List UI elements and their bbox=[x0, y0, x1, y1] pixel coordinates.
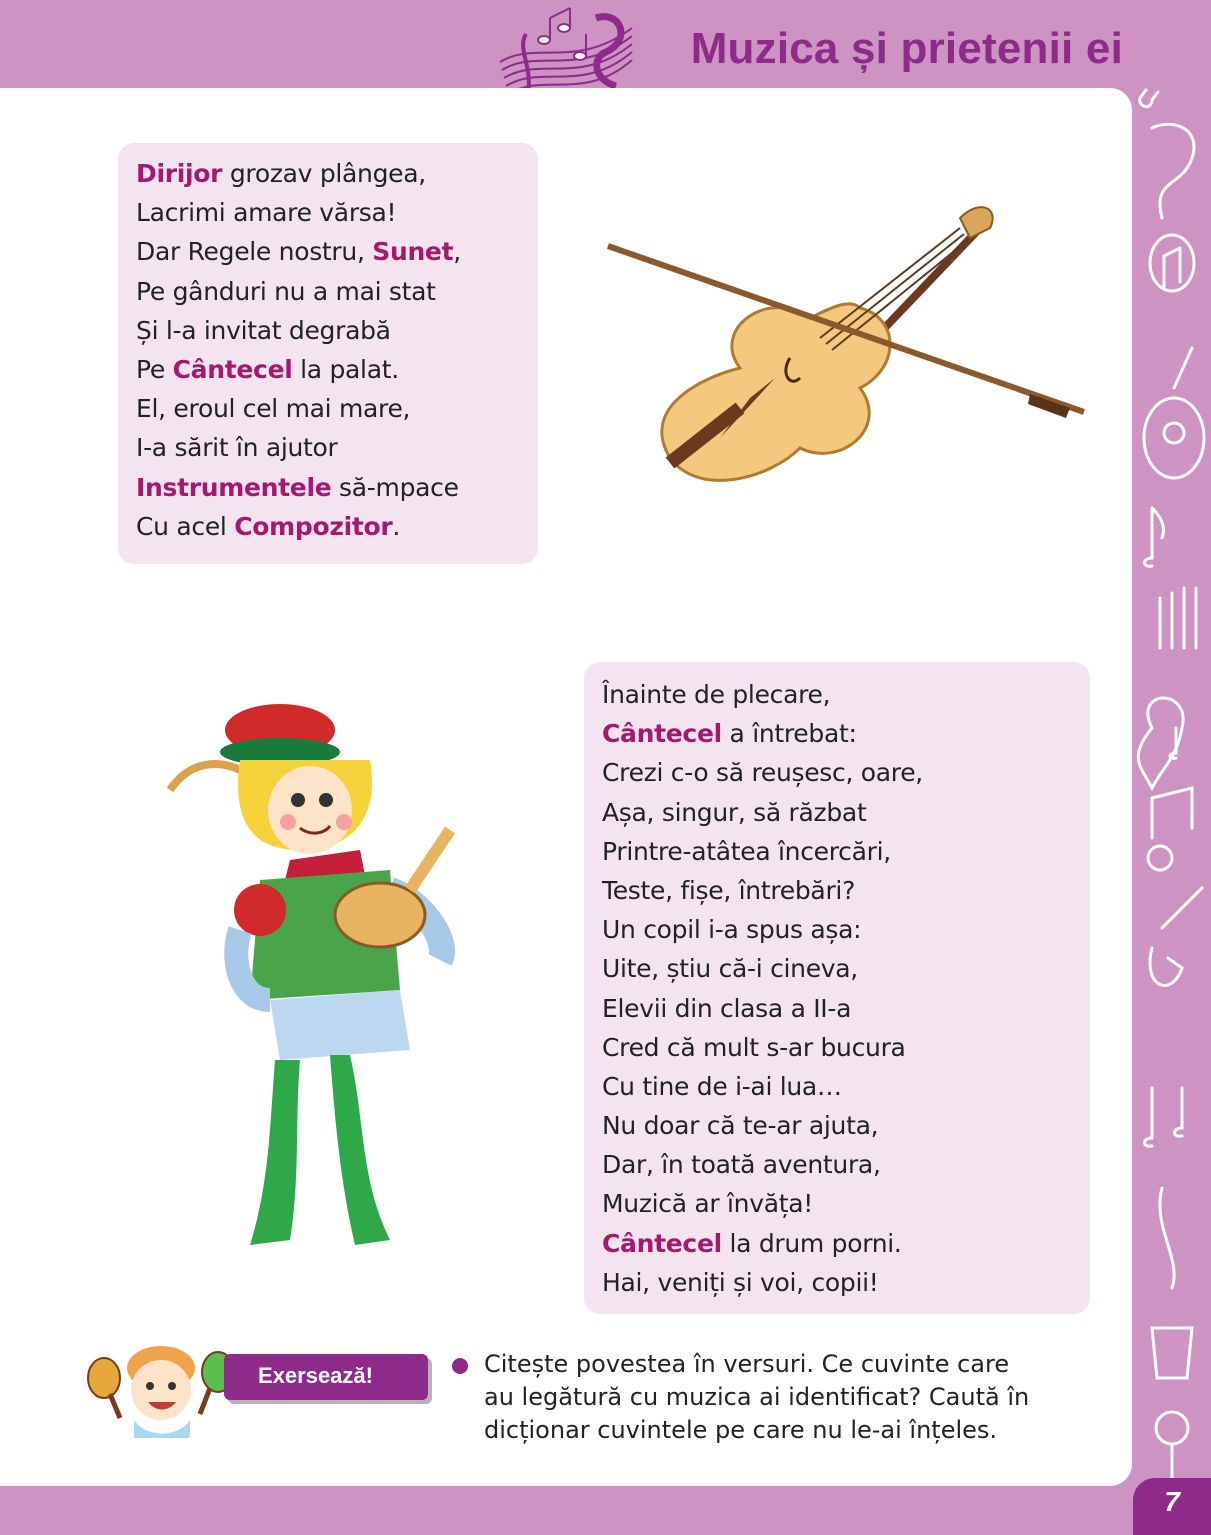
verse-text: Lacrimi amare vărsa! bbox=[136, 198, 397, 228]
keyword: Cântecel bbox=[602, 1228, 722, 1258]
verse-text: Cu acel bbox=[136, 511, 235, 541]
verse-text: Și l-a invitat degrabă bbox=[136, 315, 391, 345]
verse-line bbox=[602, 678, 923, 717]
verse-text: Cred că mult s-ar bucura bbox=[602, 1032, 906, 1062]
verse-line bbox=[602, 874, 923, 913]
verse-line bbox=[602, 952, 923, 991]
verse-text: Cu tine de i-ai lua… bbox=[602, 1071, 842, 1101]
page-title: Muzica și prietenii ei bbox=[690, 24, 1123, 73]
verse-line bbox=[602, 796, 923, 835]
verse-line bbox=[136, 314, 461, 353]
verse-text: El, eroul cel mai mare, bbox=[136, 394, 411, 424]
keyword: Instrumentele bbox=[136, 472, 332, 502]
verse-line bbox=[136, 353, 461, 392]
verse-text: Pe bbox=[136, 354, 173, 384]
verse-text: , bbox=[453, 237, 461, 267]
verse-text: Printre-atâtea încercări, bbox=[602, 836, 891, 866]
verse-text: Nu doar că te-ar ajuta, bbox=[602, 1111, 879, 1141]
verse-line bbox=[602, 1148, 923, 1187]
verse-line bbox=[136, 471, 461, 510]
verse-text: Înainte de plecare, bbox=[602, 680, 831, 709]
music-doodles-icon bbox=[1132, 88, 1211, 1488]
verse-text: Elevii din clasa a II-a bbox=[602, 993, 852, 1023]
verse-text: Hai, veniți și voi, copii! bbox=[602, 1267, 879, 1297]
keyword: Compozitor bbox=[234, 511, 393, 541]
bullet-icon bbox=[452, 1358, 468, 1374]
verse-text: Muzică ar învăța! bbox=[602, 1189, 813, 1219]
verse-line bbox=[136, 275, 461, 314]
verse-line bbox=[602, 1266, 923, 1305]
verse-line bbox=[602, 1187, 923, 1226]
verse-text: Pe gânduri nu a mai stat bbox=[136, 276, 436, 306]
verse-text: Așa, singur, să răzbat bbox=[602, 797, 867, 827]
verse-box-1 bbox=[118, 143, 538, 564]
verse-2-lines bbox=[602, 678, 923, 1305]
verse-text: la drum porni. bbox=[721, 1228, 902, 1258]
exercise-text: Citește povestea în versuri. Ce cuvinte care au legătură cu muzica ai identificat? Caută în dicționar cuvintele pe care nu le-ai înțeles. bbox=[484, 1350, 1030, 1444]
exercise-banner bbox=[224, 1354, 428, 1400]
verse-line bbox=[136, 157, 461, 196]
verse-text: Dar, în toată aventura, bbox=[602, 1150, 881, 1180]
page-number: 7 bbox=[1164, 1486, 1180, 1517]
verse-text: Dar Regele nostru, bbox=[136, 237, 373, 267]
verse-text: Crezi c-o să reușesc, oare, bbox=[602, 758, 923, 788]
verse-line bbox=[136, 392, 461, 431]
verse-text: a întrebat: bbox=[721, 719, 857, 749]
verse-line bbox=[136, 235, 461, 274]
keyword: Cântecel bbox=[172, 354, 293, 384]
verse-line bbox=[602, 756, 923, 795]
keyword: Dirijor bbox=[136, 159, 223, 188]
page-number-tab bbox=[1133, 1478, 1211, 1535]
verse-text: Teste, fișe, întrebări? bbox=[602, 875, 856, 905]
verse-line bbox=[602, 913, 923, 952]
verse-text: Un copil i-a spus așa: bbox=[602, 915, 862, 945]
troubadour-with-lute-icon bbox=[160, 700, 460, 1260]
verse-line bbox=[602, 1227, 923, 1266]
verse-line bbox=[602, 992, 923, 1031]
verse-line bbox=[602, 1070, 923, 1109]
verse-line bbox=[602, 717, 923, 756]
exercise-label: Exersează! bbox=[258, 1363, 373, 1388]
footer-band bbox=[0, 1486, 1211, 1535]
verse-line bbox=[602, 835, 923, 874]
verse-text: Uite, știu că-i cineva, bbox=[602, 954, 858, 984]
violin-with-bow-icon bbox=[600, 198, 1090, 498]
verse-text: grozav plângea, bbox=[222, 159, 426, 188]
verse-box-2 bbox=[584, 662, 1090, 1314]
verse-text: să-mpace bbox=[331, 472, 459, 502]
verse-text: la palat. bbox=[292, 354, 399, 384]
verse-1-lines bbox=[136, 157, 461, 549]
keyword: Sunet bbox=[372, 237, 454, 267]
verse-line bbox=[136, 431, 461, 470]
verse-line bbox=[602, 1109, 923, 1148]
boy-with-maracas-icon bbox=[86, 1338, 236, 1438]
verse-text: I-a sărit în ajutor bbox=[136, 433, 338, 463]
verse-line bbox=[136, 510, 461, 549]
verse-text: . bbox=[392, 511, 401, 541]
verse-line bbox=[602, 1031, 923, 1070]
verse-line bbox=[136, 196, 461, 235]
keyword: Cântecel bbox=[602, 719, 722, 749]
